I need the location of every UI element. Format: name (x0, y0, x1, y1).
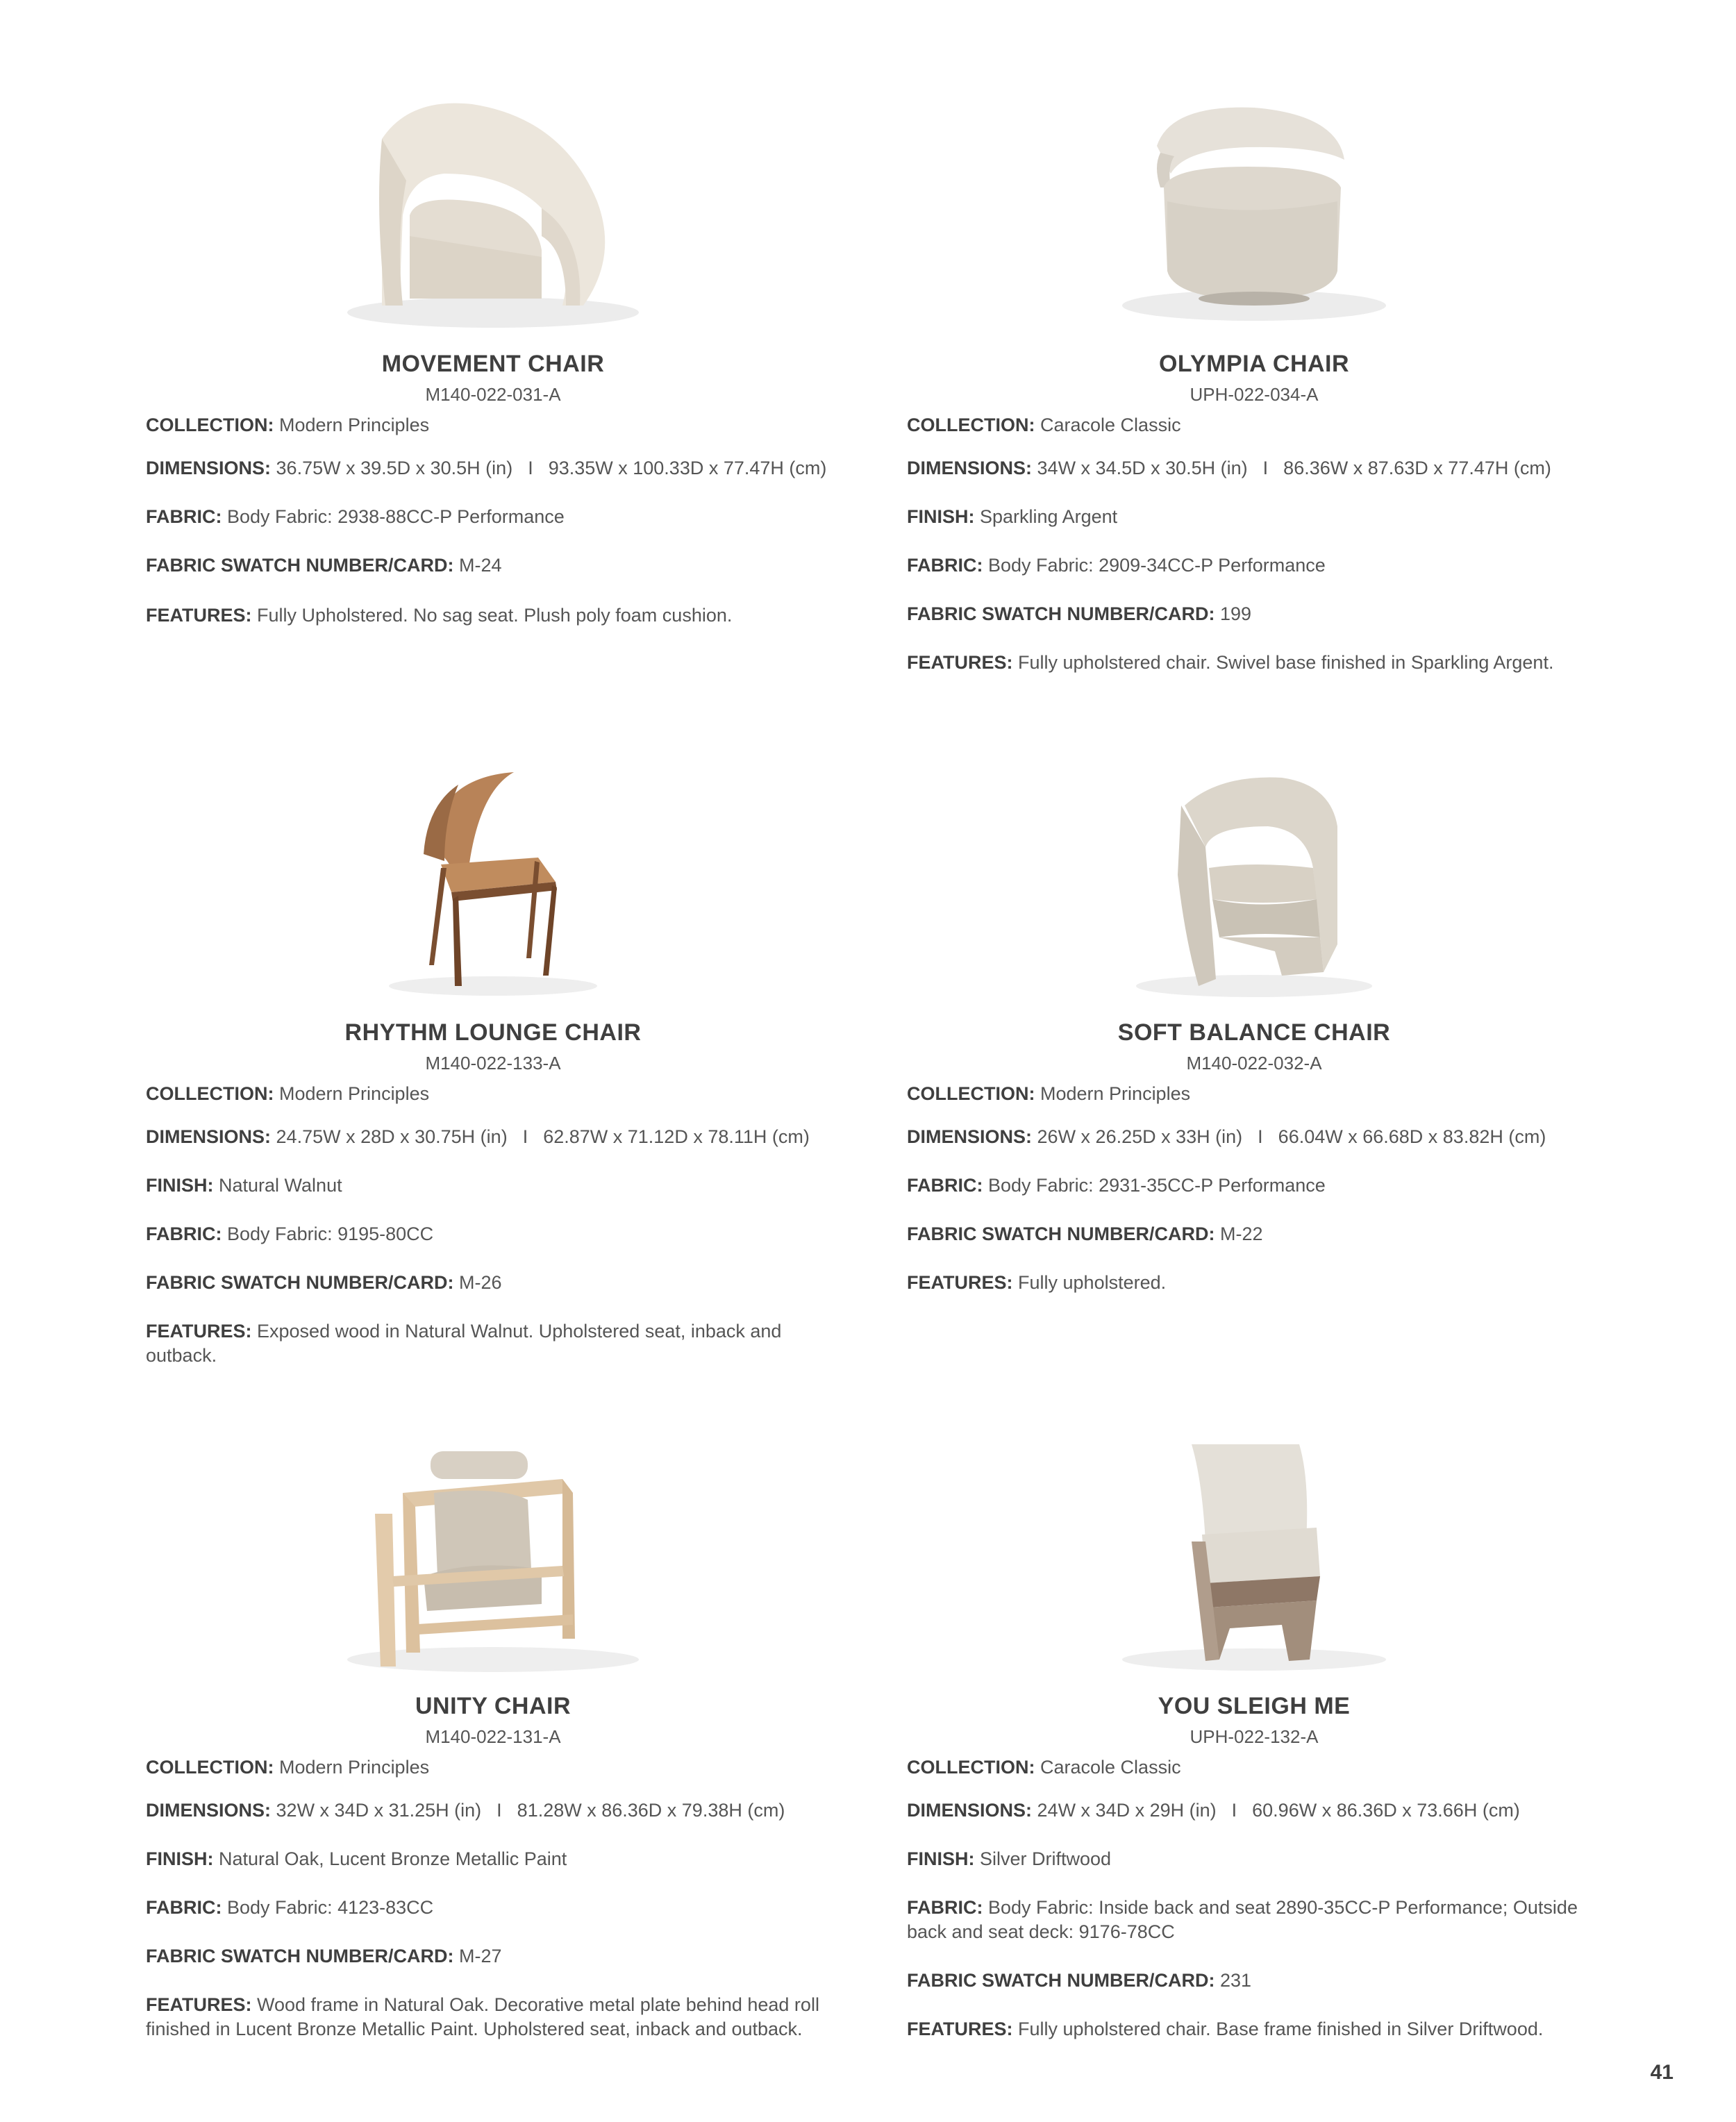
spec-dimensions: DIMENSIONS: 34W x 34.5D x 30.5H (in) I 86.36W x 87.63D x 77.47H (cm) (907, 458, 1551, 478)
spec-features: FEATURES: Fully upholstered chair. Swivel base finished in Sparkling Argent. (907, 652, 1554, 673)
product-sku: UPH-022-132-A (1190, 1726, 1319, 1747)
spec-collection: COLLECTION: Modern Principles (146, 1083, 430, 1104)
spec-fabric: FABRIC: Body Fabric: 9195-80CC (146, 1223, 434, 1244)
spec-features: FEATURES: Fully upholstered chair. Base frame finished in Silver Driftwood. (907, 2019, 1544, 2039)
product-name: OLYMPIA CHAIR (1158, 351, 1350, 377)
soft-balance-chair-image (907, 764, 1601, 1042)
spec-features: FEATURES: Exposed wood in Natural Walnut. Upholstered seat, inback and outback. (146, 1321, 782, 1366)
spec-collection: COLLECTION: Modern Principles (146, 1757, 430, 1778)
spec-swatch: FABRIC SWATCH NUMBER/CARD: M-26 (146, 1272, 502, 1293)
spec-dimensions: DIMENSIONS: 24.75W x 28D x 30.75H (in) I 62.87W x 71.12D x 78.11H (cm) (146, 1126, 810, 1147)
spec-fabric: FABRIC: Body Fabric: 4123-83CC (146, 1897, 434, 1918)
spec-fabric: FABRIC: Body Fabric: Inside back and seat 2890-35CC-P Performance; Outside back and seat deck: 9176-78CC (907, 1897, 1578, 1942)
spec-swatch: FABRIC SWATCH NUMBER/CARD: 199 (907, 603, 1252, 624)
spec-swatch: FABRIC SWATCH NUMBER/CARD: M-24 (146, 555, 502, 576)
movement-chair-image (146, 97, 840, 375)
spec-swatch: FABRIC SWATCH NUMBER/CARD: M-27 (146, 1946, 502, 1966)
spec-dimensions: DIMENSIONS: 26W x 26.25D x 33H (in) I 66.04W x 66.68D x 83.82H (cm) (907, 1126, 1546, 1147)
spec-swatch: FABRIC SWATCH NUMBER/CARD: M-22 (907, 1223, 1263, 1244)
product-sku: M140-022-133-A (425, 1053, 561, 1073)
product-name: UNITY CHAIR (415, 1693, 571, 1719)
product-sku: M140-022-131-A (425, 1726, 561, 1747)
spec-dimensions: DIMENSIONS: 36.75W x 39.5D x 30.5H (in) I 93.35W x 100.33D x 77.47H (cm) (146, 458, 827, 478)
olympia-chair-image (907, 97, 1601, 375)
spec-fabric: FABRIC: Body Fabric: 2931-35CC-P Performance (907, 1175, 1326, 1196)
spec-features: FEATURES: Fully upholstered. (907, 1272, 1167, 1293)
rhythm-lounge-chair-image (146, 764, 840, 1042)
spec-features: FEATURES: Fully Upholstered. No sag seat. Plush poly foam cushion. (146, 605, 733, 626)
product-name: SOFT BALANCE CHAIR (1117, 1019, 1391, 1046)
spec-dimensions: DIMENSIONS: 24W x 34D x 29H (in) I 60.96W x 86.36D x 73.66H (cm) (907, 1800, 1520, 1821)
spec-swatch: FABRIC SWATCH NUMBER/CARD: 231 (907, 1970, 1252, 1991)
spec-fabric: FABRIC: Body Fabric: 2909-34CC-P Performance (907, 555, 1326, 576)
spec-finish: FINISH: Silver Driftwood (907, 1848, 1112, 1869)
spec-dimensions: DIMENSIONS: 32W x 34D x 31.25H (in) I 81.28W x 86.36D x 79.38H (cm) (146, 1800, 785, 1821)
product-sku: M140-022-031-A (425, 384, 561, 405)
product-name: MOVEMENT CHAIR (381, 351, 605, 377)
spec-finish: FINISH: Natural Oak, Lucent Bronze Metallic Paint (146, 1848, 567, 1869)
spec-collection: COLLECTION: Caracole Classic (907, 415, 1181, 435)
product-sku: M140-022-032-A (1186, 1053, 1322, 1073)
spec-features: FEATURES: Wood frame in Natural Oak. Decorative metal plate behind head roll finished in Lucent Bronze Metallic Paint. Upholstered seat, inback and outback. (146, 1994, 819, 2039)
product-name: RHYTHM LOUNGE CHAIR (344, 1019, 642, 1046)
unity-chair-image (146, 1437, 840, 1715)
spec-collection: COLLECTION: Caracole Classic (907, 1757, 1181, 1778)
spec-collection: COLLECTION: Modern Principles (146, 415, 430, 435)
you-sleigh-me-image (907, 1437, 1601, 1715)
product-name: YOU SLEIGH ME (1158, 1693, 1351, 1719)
page-number: 41 (1650, 2061, 1674, 2084)
spec-collection: COLLECTION: Modern Principles (907, 1083, 1191, 1104)
spec-fabric: FABRIC: Body Fabric: 2938-88CC-P Performance (146, 506, 565, 527)
spec-finish: FINISH: Sparkling Argent (907, 506, 1118, 527)
spec-finish: FINISH: Natural Walnut (146, 1175, 342, 1196)
product-sku: UPH-022-034-A (1190, 384, 1319, 405)
